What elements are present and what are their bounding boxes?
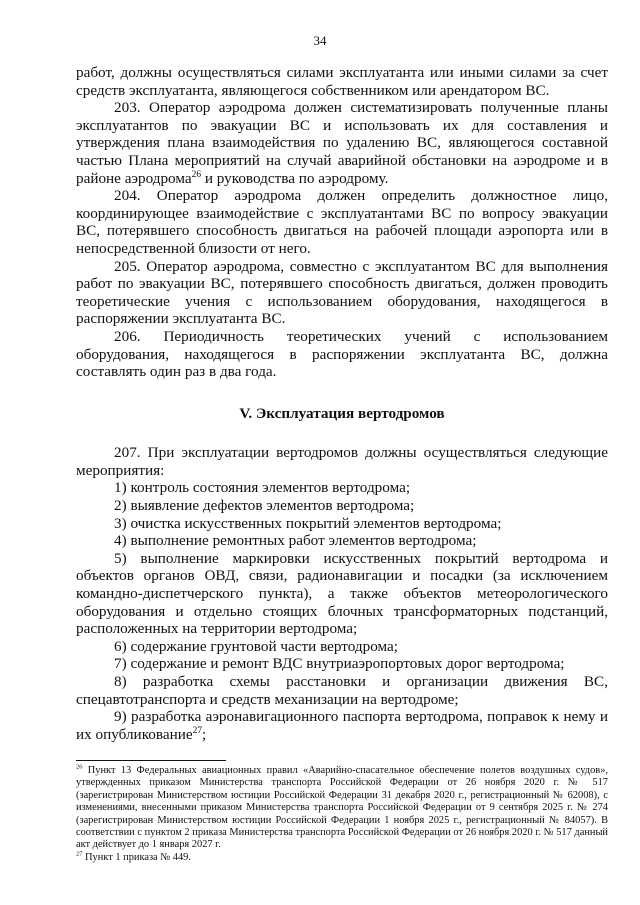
paragraph-203-tail: и руководства по аэродрому. [201, 169, 389, 187]
paragraph-206: 206. Периодичность теоретических учений с использованием оборудования, находящегося в распоряжении эксплуатанта ВС, должна составлять один раз в два года. [76, 327, 608, 381]
list-item-9-tail: ; [202, 725, 207, 743]
list-item-6: 6) содержание грунтовой части вертодрома; [114, 637, 398, 655]
list-item-7: 7) содержание и ремонт ВДС внутриаэропортовых дорог вертодрома; [114, 655, 565, 673]
footnote-26-number: 26 [76, 763, 83, 771]
list-item-8: 8) разработка схемы расстановки и организации движения ВС, спецавтотранспорта и средств механизации на вертодроме; [76, 673, 608, 708]
section-heading: V. Эксплуатация вертодромов [239, 404, 445, 422]
footnote-26-text: Пункт 13 Федеральных авиационных правил «Аварийно-спасательное обеспечение полетов воздушных судов», утвержденных приказом Министерства транспорта Российской Федерации от 26 ноября 2020 г. № 517 (зарегистрирован Министерством юстиции Российской Федерации 31 декабря 2020 г., регистрационный № 62008), с изменениями, внесенными приказом Министерства транспорта Российской Федерации от 9 сентября 2025 г. № 274 (зарегистрирован Министерством юстиции Российской Федерации 1 ноября 2025 г., регистрационный № 84057). В соответствии с пунктом 2 приказа Министерства транспорта Российской Федерации от 26 ноября 2020 г. № 517 данный акт действует до 1 января 2027 г. [76, 765, 608, 851]
paragraph-205: 205. Оператор аэродрома, совместно с эксплуатантом ВС для выполнения работ по эвакуации ВС, потерявшего способность двигаться, должен проводить теоретические учения с использованием оборудования, находящегося в распоряжении эксплуатанта ВС. [76, 257, 608, 328]
page-number: 34 [313, 33, 327, 48]
footnote-ref-26[interactable]: 26 [191, 169, 202, 180]
list-item-9 [76, 708, 608, 743]
footnote-27-number: 27 [76, 850, 83, 858]
footnote-27 [76, 852, 608, 864]
paragraph-203-text: 203. Оператор аэродрома должен систематизировать полученные планы эксплуатантов по эвакуации ВС и использовать их для составления и утверждения плана взаимодействия по удалению ВС, являющегося составной частью Плана мероприятий на случай аварийной обстановки на аэродроме и в районе аэродрома [76, 99, 608, 187]
list-item-4: 4) выполнение ремонтных работ элементов вертодрома; [114, 532, 477, 550]
footnote-27-text: Пункт 1 приказа № 449. [82, 851, 191, 863]
footnotes [76, 760, 608, 864]
list-item-1: 1) контроль состояния элементов вертодрома; [114, 479, 411, 497]
paragraph-207: 207. При эксплуатации вертодромов должны осуществляться следующие мероприятия: [76, 444, 608, 479]
paragraph-204: 204. Оператор аэродрома должен определить должностное лицо, координирующее взаимодействие с эксплуатантами ВС по вопросу эвакуации ВС, потерявшего способность двигаться на рабочей площади аэропорта или в непосредственной близости от него. [76, 187, 608, 257]
body-text [76, 64, 608, 743]
list-item-9-text: 9) разработка аэронавигационного паспорта вертодрома, поправок к нему и их опубликование [76, 708, 608, 743]
list-item-2: 2) выявление дефектов элементов вертодрома; [114, 497, 415, 515]
paragraph-continuation: работ, должны осуществляться силами эксплуатанта или иными силами за счет средств эксплуатанта, являющегося собственником или арендатором ВС. [76, 64, 608, 99]
footnote-divider [76, 760, 226, 761]
list-item-3: 3) очистка искусственных покрытий элементов вертодрома; [114, 514, 502, 532]
list-item-5: 5) выполнение маркировки искусственных покрытий вертодрома и объектов органов ОВД, связи, радионавигации и посадки (за исключением командно-диспетчерского пункта), а также объектов метеорологического оборудования и отдельно стоящих блочных трансформаторных подстанций, расположенных на территории вертодрома; [76, 549, 608, 638]
footnote-ref-27[interactable]: 27 [192, 725, 203, 736]
paragraph-203 [76, 99, 608, 187]
footnote-26 [76, 765, 608, 852]
